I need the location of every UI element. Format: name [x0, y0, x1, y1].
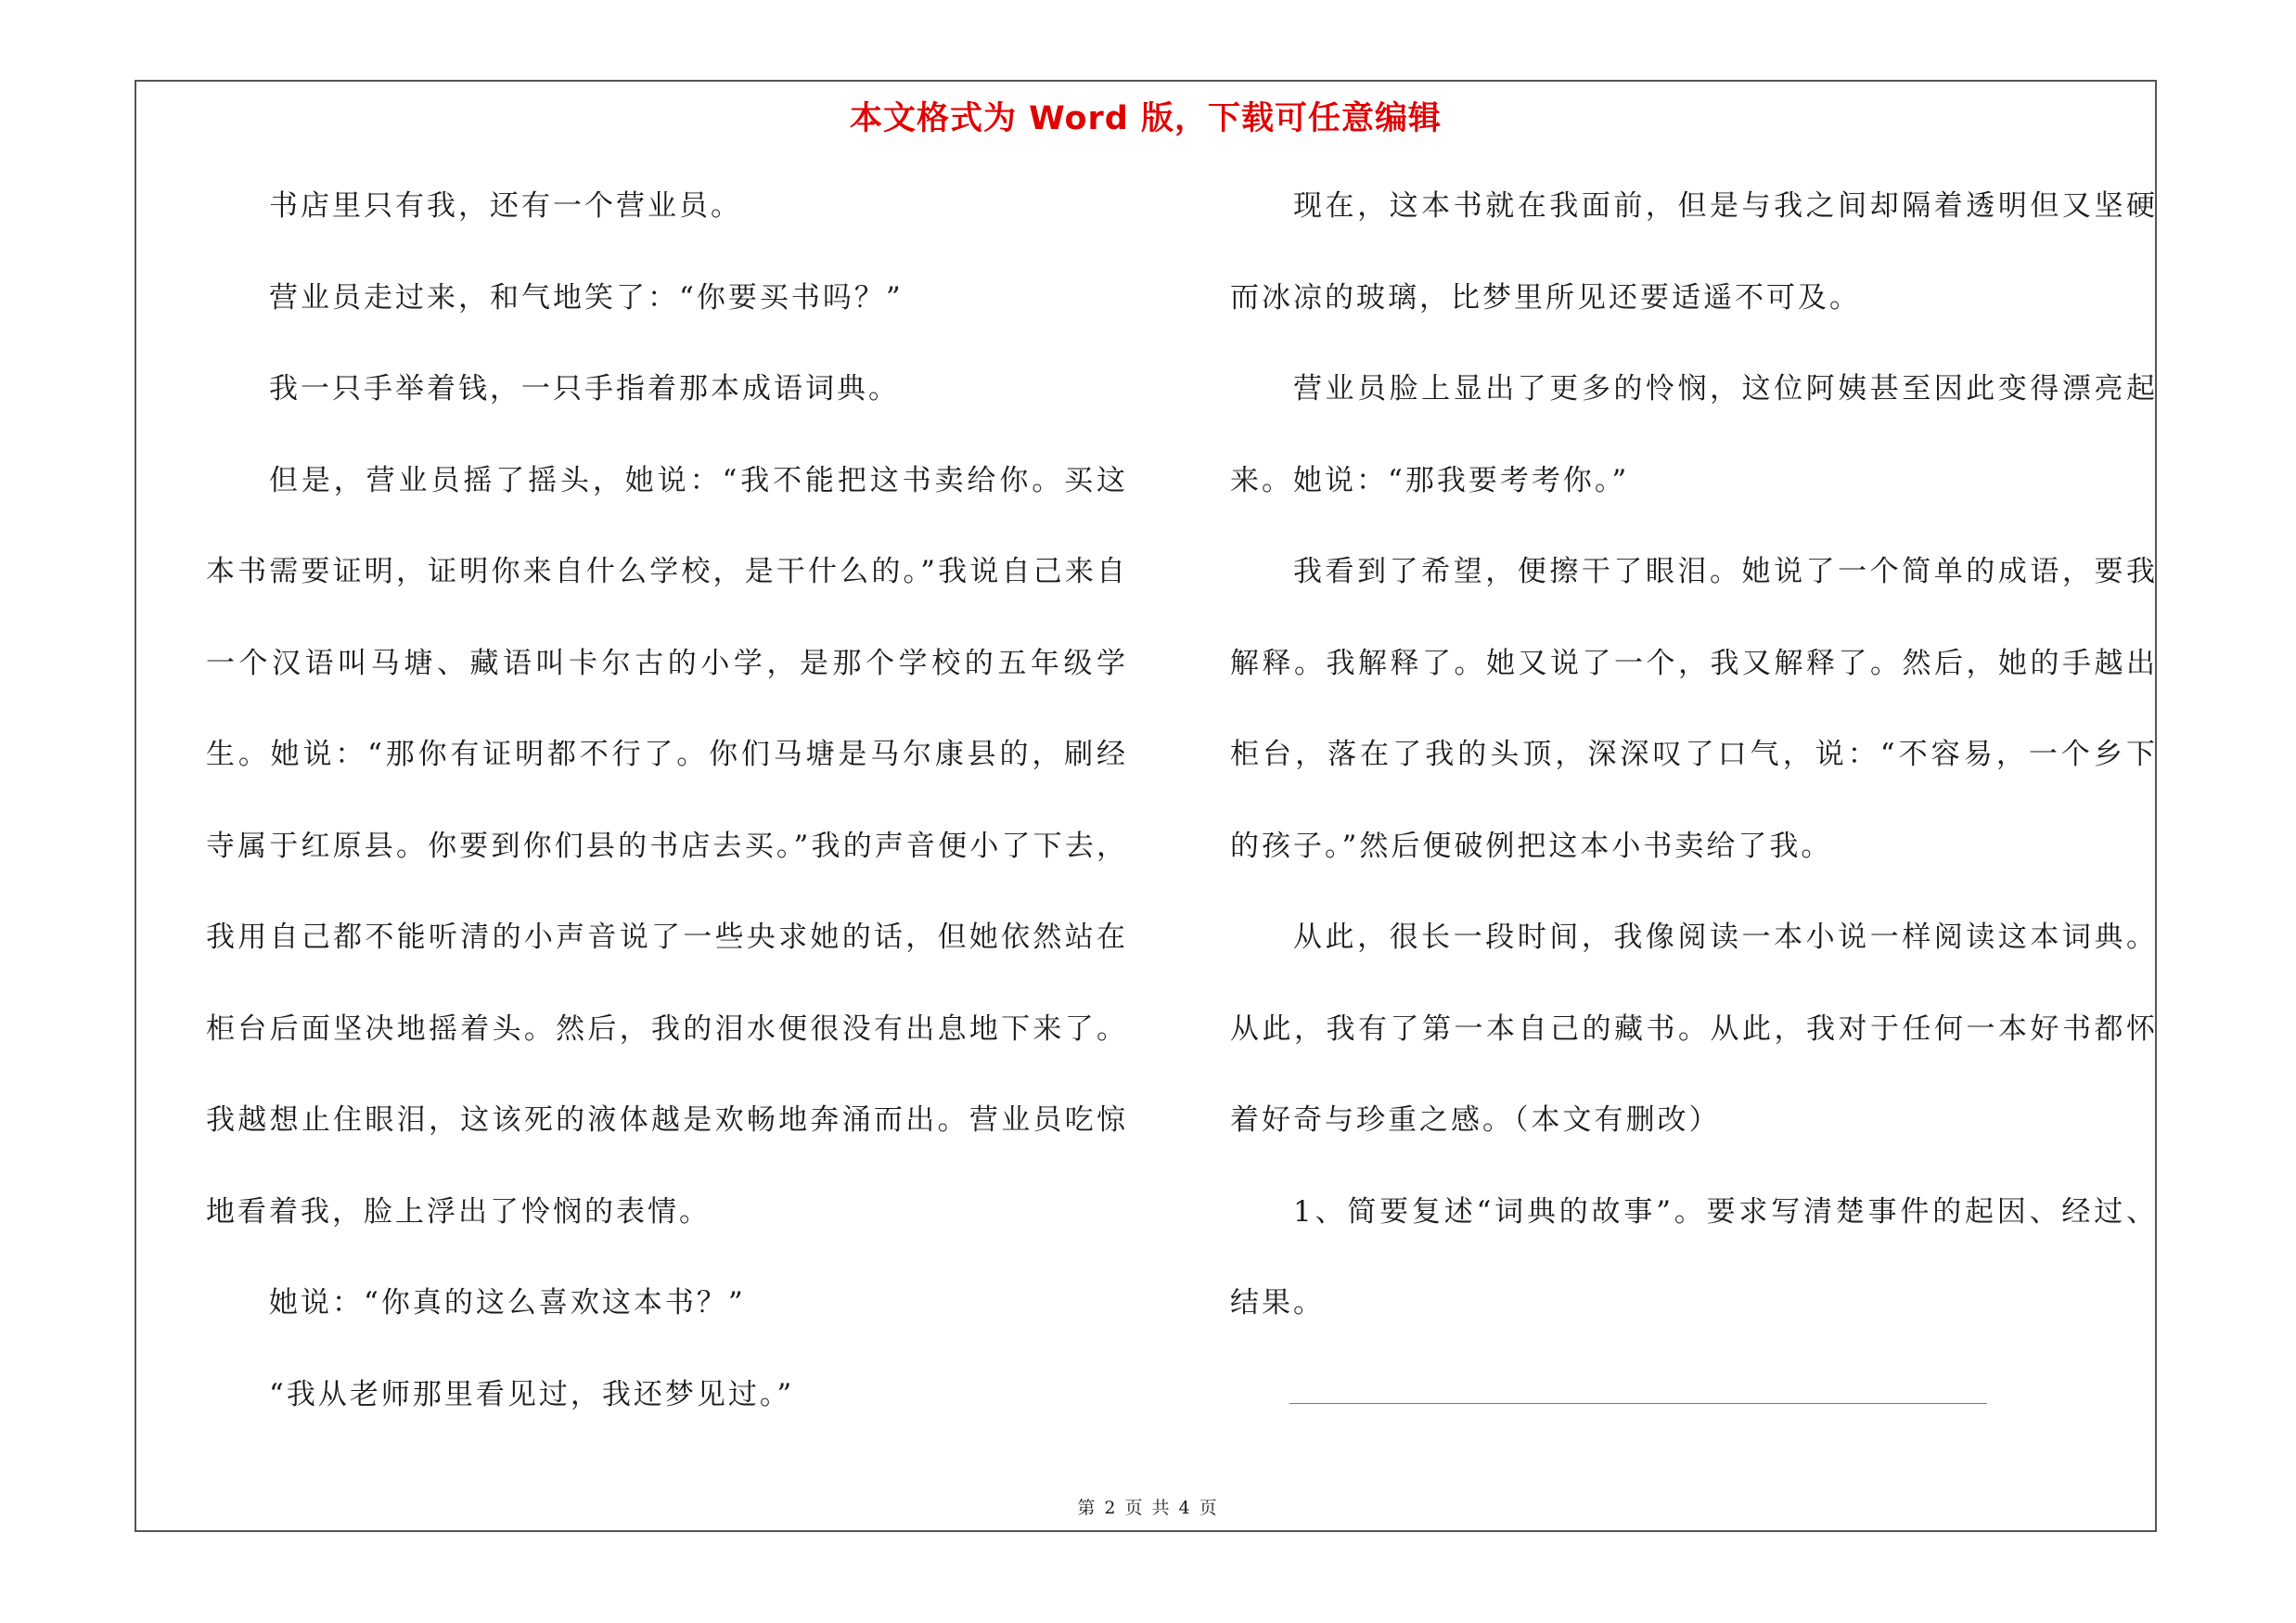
- paragraph: “我从老师那里看见过，我还梦见过。”: [269, 1377, 795, 1411]
- paragraph: 从此，很长一段时间，我像阅读一本小说一样阅读这本词典。从此，我有了第一本自己的藏书。从此，我对于任何一本好书都怀着好奇与珍重之感。（本文有删改）: [1230, 921, 2158, 1137]
- right-text-column: [1230, 161, 2158, 1349]
- paragraph: 书店里只有我，还有一个营业员。: [269, 189, 742, 223]
- page-label: 第 2 页 共 4 页: [1077, 1498, 1219, 1518]
- paragraph: 她说：“你真的这么喜欢这本书？”: [269, 1286, 746, 1320]
- question-1: 1、简要复述“词典的故事”。要求写清楚事件的起因、经过、结果。: [1230, 1194, 2158, 1320]
- page-number-footer: [0, 1494, 2296, 1519]
- paragraph: 营业员走过来，和气地笑了：“你要买书吗？”: [269, 280, 904, 315]
- paragraph: 我看到了希望，便擦干了眼泪。她说了一个简单的成语，要我解释。我解释了。她又说了一个，我又解释了。然后，她的手越出柜台，落在了我的头顶，深深叹了口气，说：“不容易，一个乡下的孩子。”然后便破例把这本小书卖给了我。: [1230, 555, 2158, 863]
- word-format-banner: 本文格式为 Word 版，下载可任意编辑: [849, 100, 1443, 137]
- paragraph: 但是，营业员摇了摇头，她说：“我不能把这书卖给你。买这本书需要证明，证明你来自什么学校，是干什么的。”我说自己来自一个汉语叫马塘、藏语叫卡尔古的小学，是那个学校的五年级学生。她说：“那你有证明都不行了。你们马塘是马尔康县的，刷经寺属于红原县。你要到你们县的书店去买。”我的声音便小了下去，我用自己都不能听清的小声音说了一些央求她的话，但她依然站在柜台后面坚决地摇着头。然后，我的泪水便很没有出息地下来了。我越想止住眼泪，这该死的液体越是欢畅地奔涌而出。营业员吃惊地看着我，脸上浮出了怜悯的表情。: [206, 463, 1128, 1229]
- paragraph: 现在，这本书就在我面前，但是与我之间却隔着透明但又坚硬而冰凉的玻璃，比梦里所见还要适遥不可及。: [1230, 189, 2158, 315]
- answer-blank-line[interactable]: [1289, 1403, 1987, 1404]
- paragraph: 我一只手举着钱，一只手指着那本成语词典。: [269, 372, 900, 406]
- paragraph: 营业员脸上显出了更多的怜悯，这位阿姨甚至因此变得漂亮起来。她说：“那我要考考你。”: [1230, 372, 2158, 497]
- left-text-column: [206, 161, 1128, 1440]
